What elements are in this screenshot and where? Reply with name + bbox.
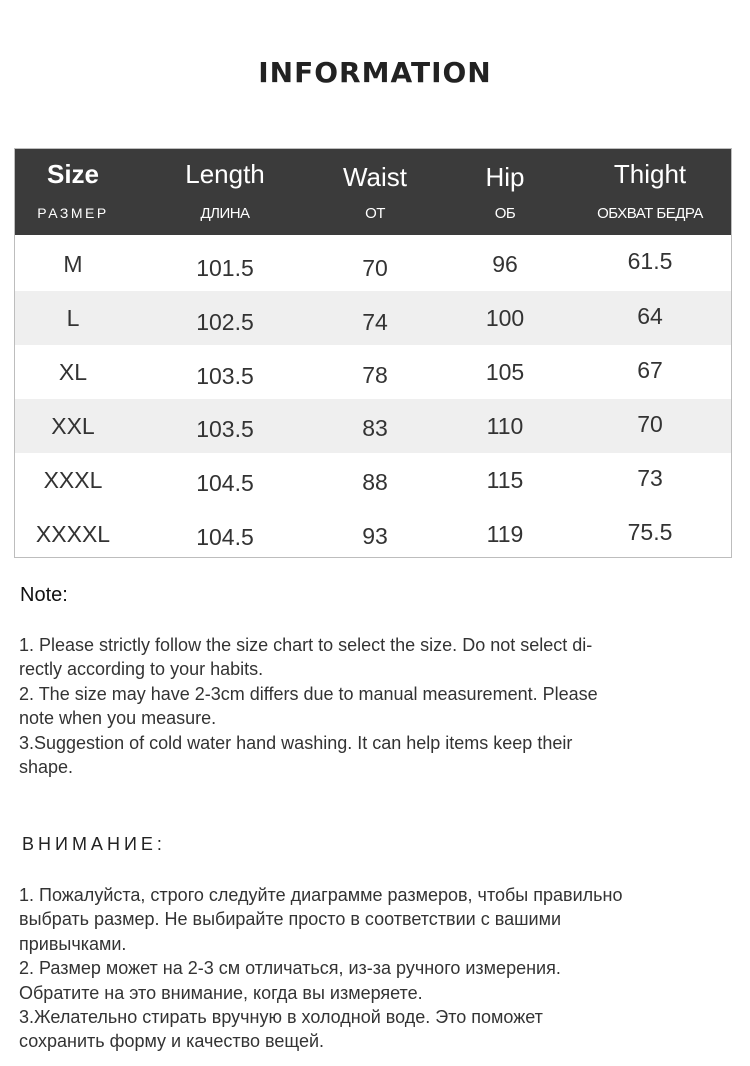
cell-hip: 110 xyxy=(486,413,524,439)
attention-heading: ВНИМАНИЕ: xyxy=(22,834,166,854)
cell-size: XL xyxy=(58,359,88,385)
cell-hip: 96 xyxy=(492,251,518,277)
attention-line: 3.Желательно стирать вручную в холодной воде. Это поможет xyxy=(19,1007,543,1028)
table-header xyxy=(15,149,731,235)
cell-hip: 105 xyxy=(485,359,525,385)
cell-length: 104.5 xyxy=(196,524,254,550)
note-line: note when you measure. xyxy=(19,708,217,729)
cell-thight: 75.5 xyxy=(627,519,673,545)
cell-size: XXXL xyxy=(43,467,103,493)
table-row xyxy=(15,345,731,399)
size-chart-table xyxy=(14,148,732,558)
note-line: 1. Please strictly follow the size chart to select the size. Do not select di- xyxy=(19,635,593,655)
attention-line: Обратите на это внимание, когда вы измеряете. xyxy=(19,982,423,1003)
note-line: shape. xyxy=(19,757,74,778)
header-size-ru-label: РАЗМЕР xyxy=(37,205,109,221)
cell-waist: 88 xyxy=(362,469,388,495)
cell-thight: 67 xyxy=(637,357,663,383)
note-text xyxy=(19,633,731,779)
cell-waist: 83 xyxy=(362,415,388,441)
attention-line: 1. Пожалуйста, строго следуйте диаграмме размеров, чтобы правильно xyxy=(19,885,623,905)
attention-text xyxy=(19,883,731,1054)
attention-line: привычками. xyxy=(19,933,127,954)
cell-thight: 61.5 xyxy=(627,248,673,274)
header-length-label: Length xyxy=(185,159,265,189)
header-hip xyxy=(455,149,555,235)
cell-size: M xyxy=(63,251,83,277)
attention-line: 2. Размер может на 2-3 см отличаться, из-за ручного измерения. xyxy=(19,958,561,979)
table-row xyxy=(15,399,731,453)
header-thight-ru-label: ОБХВАТ БЕДРА xyxy=(597,205,703,222)
cell-hip: 115 xyxy=(486,467,524,493)
note-line: rectly according to your habits. xyxy=(19,659,264,680)
table-row xyxy=(15,453,731,507)
page-title: INFORMATION xyxy=(258,56,492,89)
header-hip-label: Hip xyxy=(485,162,525,192)
header-waist xyxy=(315,149,435,235)
cell-length: 103.5 xyxy=(196,363,254,389)
header-waist-ru-label: ОТ xyxy=(365,205,385,222)
table-row xyxy=(15,507,731,561)
cell-length: 103.5 xyxy=(196,416,254,442)
cell-thight: 73 xyxy=(637,465,663,491)
attention-line: сохранить форму и качество вещей. xyxy=(19,1031,325,1052)
cell-waist: 93 xyxy=(362,523,388,549)
cell-thight: 64 xyxy=(637,303,663,329)
cell-waist: 70 xyxy=(362,255,388,281)
cell-length: 101.5 xyxy=(196,255,254,281)
cell-size: L xyxy=(66,305,80,331)
note-heading: Note: xyxy=(20,584,68,606)
header-size xyxy=(15,149,131,235)
header-length xyxy=(155,149,295,235)
header-thight xyxy=(580,149,720,235)
header-hip-ru-label: ОБ xyxy=(494,205,516,222)
cell-hip: 119 xyxy=(486,521,524,547)
header-size-label: Size xyxy=(46,159,100,189)
note-line: 2. The size may have 2-3cm differs due to manual measurement. Please xyxy=(19,683,598,704)
cell-size: XXL xyxy=(51,413,95,439)
note-line: 3.Suggestion of cold water hand washing. It can help items keep their xyxy=(19,732,573,753)
header-length-ru-label: ДЛИНА xyxy=(200,205,250,222)
cell-thight: 70 xyxy=(637,411,663,437)
cell-waist: 74 xyxy=(362,309,388,335)
table-row xyxy=(15,237,731,291)
header-thight-label: Thight xyxy=(613,159,687,189)
cell-length: 104.5 xyxy=(196,470,254,496)
attention-line: выбрать размер. Не выбирайте просто в соответствии с вашими xyxy=(19,909,562,930)
cell-length: 102.5 xyxy=(196,309,254,335)
table-row xyxy=(15,291,731,345)
cell-hip: 100 xyxy=(485,305,525,331)
cell-size: XXXXL xyxy=(35,521,111,547)
header-waist-label: Waist xyxy=(342,162,408,192)
cell-waist: 78 xyxy=(362,362,388,388)
